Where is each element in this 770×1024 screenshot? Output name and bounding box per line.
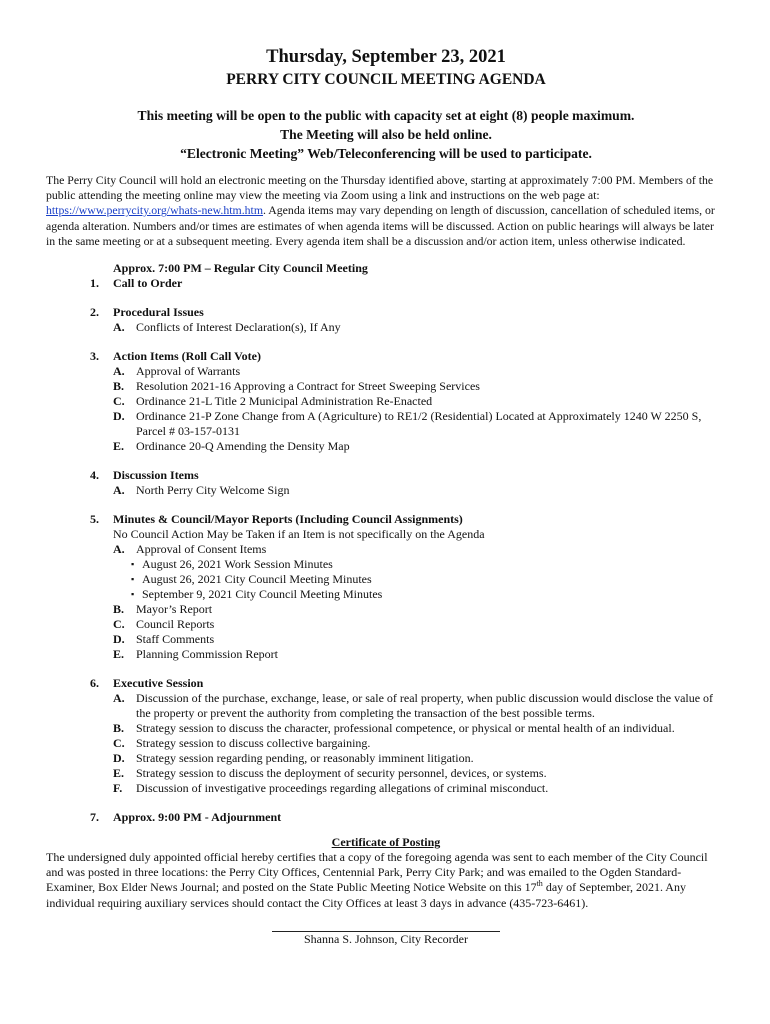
agenda-item bbox=[113, 379, 726, 394]
agenda-item bbox=[113, 409, 726, 439]
section-title: Executive Session bbox=[113, 676, 204, 691]
agenda-item bbox=[113, 602, 726, 617]
certificate-text-part-2: day of September, 2021. Any individual requiring auxiliary services should contact the City Offices at least 3 days in advance (435-723-6461). bbox=[46, 880, 686, 910]
item-text: Strategy session regarding pending, or reasonably imminent litigation. bbox=[136, 751, 474, 766]
agenda-item bbox=[113, 483, 726, 498]
agenda-section bbox=[46, 468, 726, 498]
item-letter: A. bbox=[113, 542, 125, 557]
item-letter: C. bbox=[113, 394, 125, 409]
agenda-item bbox=[113, 632, 726, 647]
item-text: Approval of Warrants bbox=[136, 364, 241, 379]
bullet-item bbox=[113, 572, 726, 587]
agenda-item bbox=[113, 647, 726, 662]
certificate-title: Certificate of Posting bbox=[331, 835, 441, 850]
agenda-item bbox=[113, 394, 726, 409]
notice-line-3: “Electronic Meeting” Web/Teleconferencing will be used to participate. bbox=[180, 146, 592, 161]
notice-line-1: This meeting will be open to the public with capacity set at eight (8) people maximum. bbox=[137, 108, 635, 123]
square-bullet-icon: ▪ bbox=[131, 559, 135, 570]
item-text: Ordinance 21-L Title 2 Municipal Administration Re-Enacted bbox=[136, 394, 433, 409]
agenda-section bbox=[46, 349, 726, 454]
notice-line-2: The Meeting will also be held online. bbox=[280, 127, 492, 142]
agenda-item bbox=[113, 439, 726, 454]
bullet-item bbox=[113, 587, 726, 602]
agenda-section bbox=[46, 276, 726, 291]
item-letter: D. bbox=[113, 409, 125, 424]
item-letter: A. bbox=[113, 483, 125, 498]
item-letter: E. bbox=[113, 647, 125, 662]
public-notice bbox=[46, 106, 726, 163]
item-text: Strategy session to discuss the deployment of security personnel, devices, or systems. bbox=[136, 766, 547, 781]
certificate-text-part-1: The undersigned duly appointed official hereby certifies that a copy of the foregoing agenda was sent to each member of the City Council and was posted in three locations: the Perry City Offices, Centennial Park, Perry City Park; and was emailed to the Ogden Standard-Examiner, Box Elder News Journal; and posted on the State Public Meeting Notice Website on this 17 bbox=[46, 850, 708, 895]
item-text: Strategy session to discuss the character, professional competence, or physical or mental health of an individual. bbox=[136, 721, 675, 736]
certificate-superscript: th bbox=[536, 879, 543, 889]
item-text: Strategy session to discuss collective bargaining. bbox=[136, 736, 371, 751]
section-title: Approx. 9:00 PM - Adjournment bbox=[113, 810, 282, 825]
item-letter: C. bbox=[113, 736, 125, 751]
item-letter: C. bbox=[113, 617, 125, 632]
section-title: Action Items (Roll Call Vote) bbox=[113, 349, 261, 364]
section-number: 5. bbox=[90, 512, 99, 527]
bullet-text: September 9, 2021 City Council Meeting Minutes bbox=[142, 587, 383, 602]
section-title: Call to Order bbox=[113, 276, 183, 291]
item-letter: E. bbox=[113, 766, 125, 781]
section-title: Discussion Items bbox=[113, 468, 199, 483]
section-number: 7. bbox=[90, 810, 99, 825]
agenda-item bbox=[113, 542, 726, 557]
agenda-item bbox=[113, 320, 726, 335]
item-text: Resolution 2021-16 Approving a Contract for Street Sweeping Services bbox=[136, 379, 480, 394]
item-text: Discussion of investigative proceedings regarding allegations of criminal misconduct. bbox=[136, 781, 549, 796]
section-title: Procedural Issues bbox=[113, 305, 204, 320]
agenda-section bbox=[46, 512, 726, 662]
agenda-item bbox=[113, 721, 726, 736]
bullet-text: August 26, 2021 City Council Meeting Minutes bbox=[142, 572, 372, 587]
intro-text-before-link: The Perry City Council will hold an electronic meeting on the Thursday identified above, starting at approximately 7:00 PM. Members of the public attending the meeting online may view the meeting via Zoom using a link and instructions on the web page at: bbox=[46, 173, 714, 203]
agenda-title: PERRY CITY COUNCIL MEETING AGENDA bbox=[226, 71, 546, 88]
item-text: Conflicts of Interest Declaration(s), If Any bbox=[136, 320, 341, 335]
item-text: Ordinance 21-P Zone Change from A (Agriculture) to RE1/2 (Residential) Located at Approximately 1240 W 2250 S, Parcel # 03-157-0131 bbox=[136, 409, 702, 439]
item-text: Discussion of the purchase, exchange, lease, or sale of real property, when public discussion would disclose the value of the property or prevent the authority from completing the transaction of the best possible terms. bbox=[136, 691, 714, 721]
item-letter: A. bbox=[113, 320, 125, 335]
agenda-item bbox=[113, 364, 726, 379]
item-text: Mayor’s Report bbox=[136, 602, 213, 617]
agenda-section bbox=[46, 810, 726, 825]
item-letter: B. bbox=[113, 379, 125, 394]
agenda-page bbox=[46, 46, 726, 947]
agenda-item bbox=[113, 766, 726, 781]
item-letter: F. bbox=[113, 781, 123, 796]
section-number: 3. bbox=[90, 349, 99, 364]
item-letter: A. bbox=[113, 364, 125, 379]
bullet-text: August 26, 2021 Work Session Minutes bbox=[142, 557, 333, 572]
agenda-section bbox=[46, 305, 726, 335]
intro-text-after-link: . Agenda items may vary depending on length of discussion, cancellation of scheduled items, or agenda alteration. Numbers and/or times are estimates of when agenda items will be discussed. Action on public hearings will always be later in the same meeting or at a subsequent meeting. Every agenda item shall be a discussion and/or action item, unless otherwise indicated. bbox=[46, 203, 715, 248]
section-number: 1. bbox=[90, 276, 99, 291]
item-text: Staff Comments bbox=[136, 632, 215, 647]
section-note: No Council Action May be Taken if an Item is not specifically on the Agenda bbox=[113, 527, 485, 542]
item-letter: B. bbox=[113, 721, 125, 736]
item-letter: A. bbox=[113, 691, 125, 706]
certificate-text bbox=[46, 850, 726, 911]
agenda-item bbox=[113, 691, 726, 721]
item-text: Council Reports bbox=[136, 617, 215, 632]
item-letter: D. bbox=[113, 751, 125, 766]
meeting-start-heading: Approx. 7:00 PM – Regular City Council Meeting bbox=[113, 261, 368, 276]
section-number: 4. bbox=[90, 468, 99, 483]
square-bullet-icon: ▪ bbox=[131, 574, 135, 585]
agenda-sections bbox=[46, 276, 726, 825]
section-title: Minutes & Council/Mayor Reports (Including Council Assignments) bbox=[113, 512, 463, 527]
item-text: Ordinance 20-Q Amending the Density Map bbox=[136, 439, 350, 454]
agenda-item bbox=[113, 751, 726, 766]
item-letter: E. bbox=[113, 439, 125, 454]
meeting-date: Thursday, September 23, 2021 bbox=[266, 47, 506, 67]
agenda-item bbox=[113, 781, 726, 796]
whats-new-link[interactable]: https://www.perrycity.org/whats-new.htm.htm bbox=[46, 203, 264, 218]
item-letter: D. bbox=[113, 632, 125, 647]
intro-paragraph bbox=[46, 173, 726, 249]
signer-name: Shanna S. Johnson, City Recorder bbox=[304, 931, 468, 946]
section-number: 6. bbox=[90, 676, 99, 691]
section-number: 2. bbox=[90, 305, 99, 320]
agenda-item bbox=[113, 736, 726, 751]
agenda-section bbox=[46, 676, 726, 796]
item-text: Approval of Consent Items bbox=[136, 542, 267, 557]
item-letter: B. bbox=[113, 602, 125, 617]
square-bullet-icon: ▪ bbox=[131, 589, 135, 600]
item-text: Planning Commission Report bbox=[136, 647, 279, 662]
bullet-item bbox=[113, 557, 726, 572]
item-text: North Perry City Welcome Sign bbox=[136, 483, 290, 498]
agenda-item bbox=[113, 617, 726, 632]
